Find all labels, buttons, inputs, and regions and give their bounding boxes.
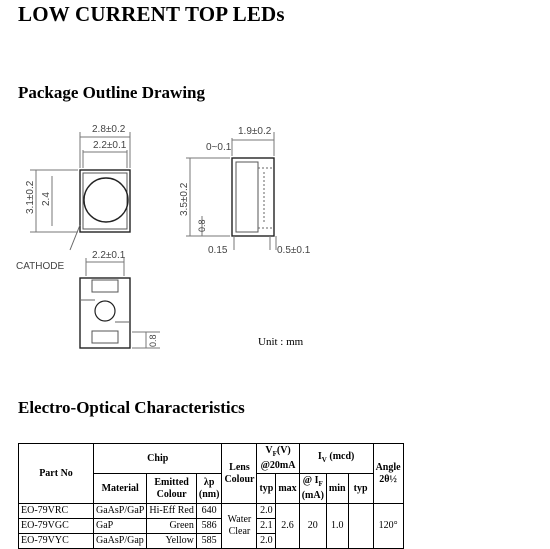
side-view [179, 126, 311, 256]
dim-side-gap: 0~0.1 [206, 142, 232, 153]
dim-top-outer: 2.8±0.2 [92, 124, 126, 135]
page-title: LOW CURRENT TOP LEDs [18, 2, 285, 26]
th-lens: Lens Colour [222, 444, 257, 504]
cell-angle: 120° [373, 504, 403, 549]
dim-side-top: 1.9±0.2 [238, 126, 272, 137]
cell-material: GaP [94, 519, 147, 534]
cell-iv-min: 1.0 [326, 504, 348, 549]
cell-lambda: 640 [196, 504, 222, 519]
cell-iv-typ [348, 504, 373, 549]
dim-side-lead-h: 0.8 [197, 219, 207, 232]
section-heading-outline: Package Outline Drawing [18, 83, 205, 102]
th-if: @ $I_F$ (mA) [299, 474, 326, 504]
th-material: Material [94, 474, 147, 504]
th-chip: Chip [94, 444, 222, 474]
cell-lambda: 585 [196, 534, 222, 549]
th-vf: $V_F(V)$ @20mA [257, 444, 299, 474]
th-iv: $I_V$ (mcd) [299, 444, 373, 474]
cell-part: EO-79VYC [19, 534, 94, 549]
dim-top-inner: 2.2±0.1 [93, 140, 127, 151]
dim-side-right: 0.5±0.1 [277, 245, 311, 256]
cell-colour: Yellow [147, 534, 197, 549]
th-vf-typ: typ [257, 474, 276, 504]
th-iv-typ: typ [348, 474, 373, 504]
cell-if: 20 [299, 504, 326, 549]
section-heading-eo: Electro-Optical Characteristics [18, 398, 245, 417]
cell-material: GaAsP/Gap [94, 534, 147, 549]
cell-vf-max: 2.6 [276, 504, 299, 549]
cell-lens: Water Clear [222, 504, 257, 549]
cell-vf-typ: 2.0 [257, 534, 276, 549]
cell-part: EO-79VGC [19, 519, 94, 534]
cell-vf-typ: 2.1 [257, 519, 276, 534]
electro-optical-table [18, 443, 404, 549]
bottom-view [80, 250, 160, 348]
table-row [19, 504, 404, 519]
dim-side-height: 3.5±0.2 [179, 182, 190, 216]
th-part-no: Part No [19, 444, 94, 504]
cathode-label: CATHODE [16, 261, 65, 272]
unit-label: Unit : mm [258, 336, 304, 348]
th-vf-max: max [276, 474, 299, 504]
cell-colour: Green [147, 519, 197, 534]
cell-colour: Hi-Eff Red [147, 504, 197, 519]
cell-material: GaAsP/GaP [94, 504, 147, 519]
th-angle: Angle 2θ½ [373, 444, 403, 504]
dim-bottom-height: 0.8 [148, 334, 158, 347]
dim-bottom-width: 2.2±0.1 [92, 250, 126, 261]
dim-side-lead-w: 0.15 [208, 245, 228, 256]
dim-left-outer: 3.1±0.2 [25, 180, 36, 214]
th-iv-min: min [326, 474, 348, 504]
th-emitted: Emitted Colour [147, 474, 197, 504]
package-outline-drawing [0, 110, 340, 355]
cell-lambda: 586 [196, 519, 222, 534]
dim-left-inner: 2.4 [41, 192, 52, 206]
th-lambda: λp (nm) [196, 474, 222, 504]
cell-vf-typ: 2.0 [257, 504, 276, 519]
cell-part: EO-79VRC [19, 504, 94, 519]
